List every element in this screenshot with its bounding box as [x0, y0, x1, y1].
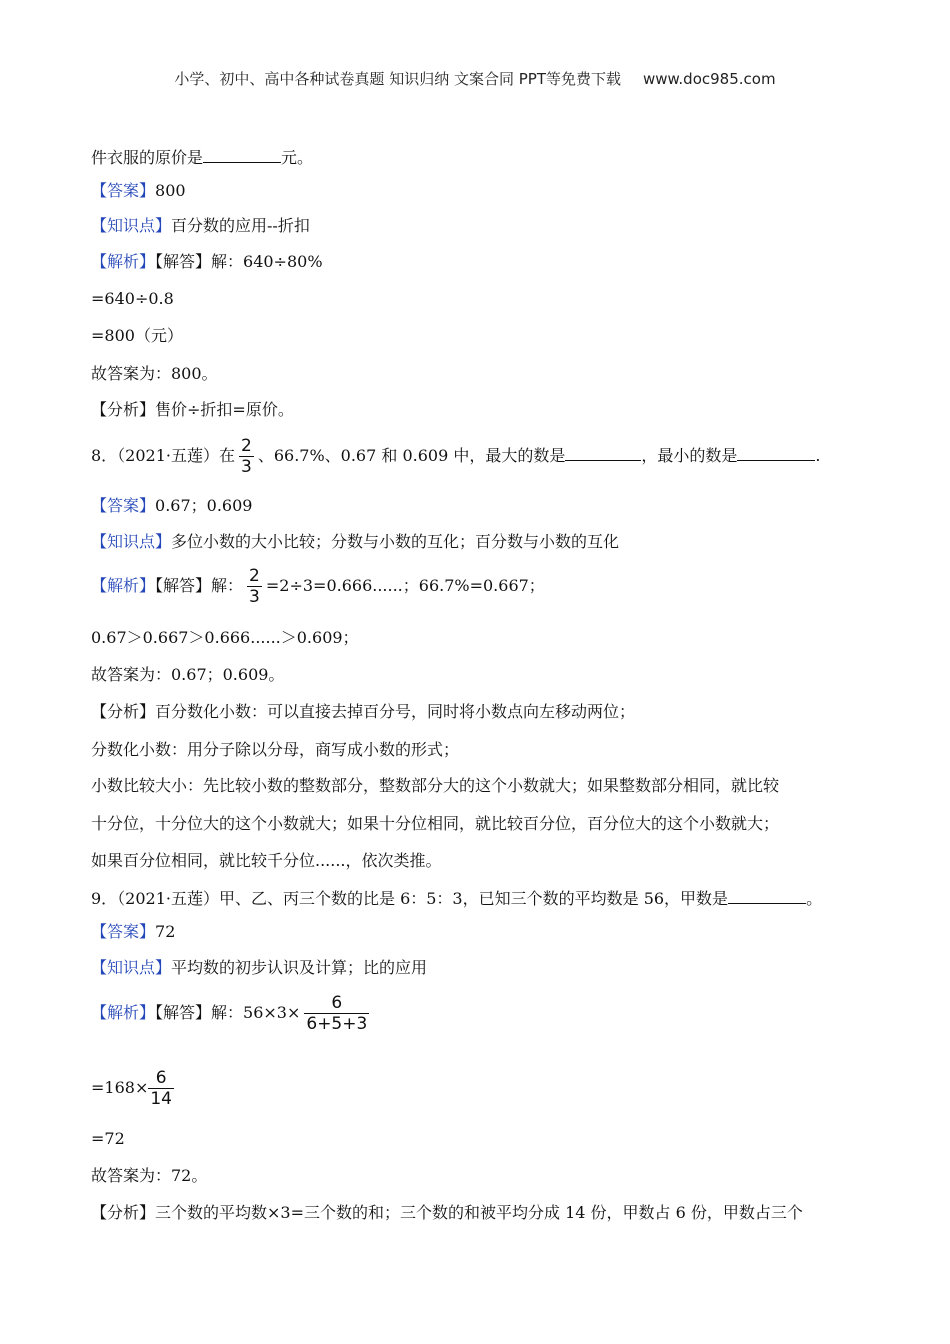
answer-blank: [737, 444, 815, 461]
q9-answer: 【答案】72: [91, 922, 176, 941]
q8-analysis: 【解析】【解答】解： $\frac{2}{3}$ =2÷3=0.666......；66.7%=0.667；: [91, 566, 545, 607]
q8-fenxi: 如果百分位相同，就比较千分位......，依次类推。: [91, 851, 442, 870]
q7-conclusion: 故答案为：800。: [91, 364, 218, 383]
q8-fenxi: 十分位，十分位大的这个小数就大；如果十分位相同，就比较百分位，百分位大的这个小数就大；: [91, 814, 780, 833]
fraction-two-thirds: $\frac{2}{3}$: [249, 566, 260, 607]
q7-step: =800（元）: [91, 326, 183, 345]
q7-knowledge-point: 【知识点】百分数的应用--折扣: [91, 216, 310, 235]
q8-fenxi: 【分析】百分数化小数：可以直接去掉百分号，同时将小数点向左移动两位；: [91, 702, 636, 721]
q8-step: 0.67＞0.667＞0.666......＞0.609；: [91, 628, 359, 647]
q9-conclusion: 故答案为：72。: [91, 1166, 208, 1185]
fraction-two-thirds: $\frac{2}{3}$: [241, 436, 252, 477]
answer-blank: [565, 444, 641, 461]
answer-blank: [728, 887, 806, 904]
q7-step: =640÷0.8: [91, 289, 174, 308]
q7-answer: 【答案】800: [91, 181, 186, 200]
q9-step: =168× $\frac{6}{14}$: [91, 1068, 172, 1109]
q8-answer: 【答案】0.67；0.609: [91, 496, 253, 515]
q7-analysis: 【解析】【解答】解：640÷80%: [91, 252, 323, 271]
q9-fenxi: 【分析】三个数的平均数×3=三个数的和；三个数的和被平均分成 14 份，甲数占 6 份，甲数占三个: [91, 1203, 803, 1222]
q8-conclusion: 故答案为：0.67；0.609。: [91, 665, 285, 684]
q8-knowledge-point: 【知识点】多位小数的大小比较；分数与小数的互化；百分数与小数的互化: [91, 532, 620, 551]
q8-question: 8．（2021·五莲）在 $\frac{2}{3}$ 、66.7%、0.67 和 0.609 中，最大的数是 ，最小的数是 .: [91, 436, 821, 477]
header-text: 小学、初中、高中各种试卷真题 知识归纳 文案合同 PPT等免费下载: [174, 70, 621, 88]
q7-question-tail: 件衣服的原价是 元。: [91, 148, 314, 167]
answer-blank: [203, 146, 281, 163]
fraction-six-over-sum: $\frac{6}{6+5+3}$: [306, 993, 368, 1034]
q7-fenxi: 【分析】售价÷折扣=原价。: [91, 400, 294, 419]
q8-fenxi: 小数比较大小：先比较小数的整数部分，整数部分大的这个小数就大；如果整数部分相同，就比较: [91, 776, 780, 795]
q8-fenxi: 分数化小数：用分子除以分母，商写成小数的形式；: [91, 740, 460, 759]
q9-step: =72: [91, 1129, 125, 1148]
q9-question: 9．（2021·五莲）甲、乙、丙三个数的比是 6：5：3，已知三个数的平均数是 56，甲数是 。: [91, 889, 823, 908]
q9-analysis: 【解析】【解答】解：56×3× $\frac{6}{6+5+3}$: [91, 993, 368, 1034]
header-site-link[interactable]: www.doc985.com: [642, 70, 776, 88]
q9-knowledge-point: 【知识点】平均数的初步认识及计算；比的应用: [91, 958, 428, 977]
fraction-six-fourteenths: $\frac{6}{14}$: [150, 1068, 172, 1109]
page-header: [0, 68, 950, 89]
